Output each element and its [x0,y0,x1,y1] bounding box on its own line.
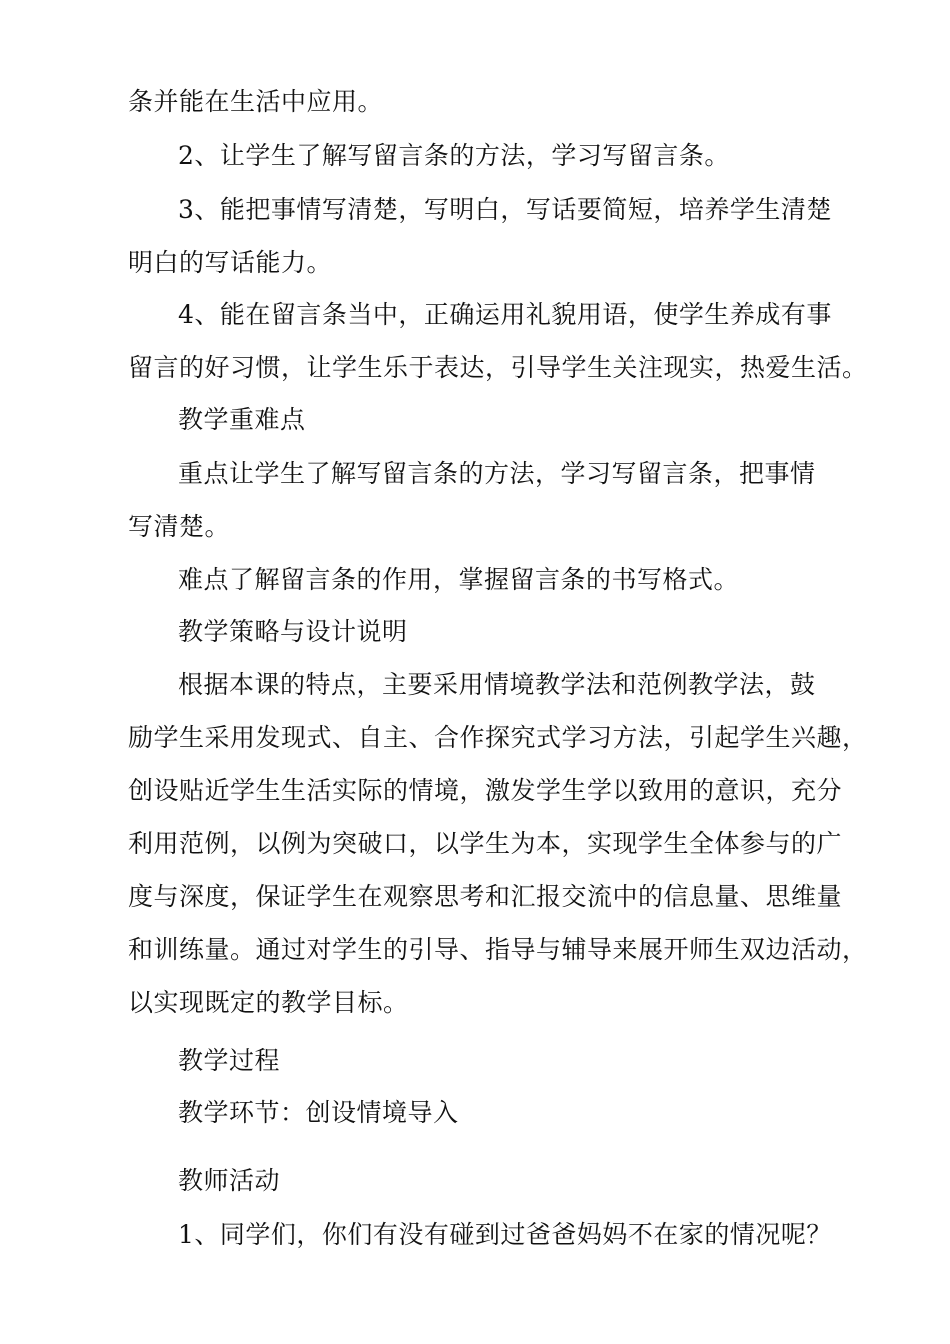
text-line: 写清楚。 [128,512,231,541]
text-line: 条并能在生活中应用。 [128,87,384,116]
text-line: 留言的好习惯，让学生乐于表达，引导学生关注现实，热爱生活。 [128,353,868,382]
text-line: 以实现既定的教学目标。 [128,988,409,1017]
text-line: 明白的写话能力。 [128,248,333,277]
text-line: 3、能把事情写清楚，写明白，写话要简短，培养学生清楚 [178,195,832,224]
text-line: 度与深度，保证学生在观察思考和汇报交流中的信息量、思维量 [128,882,843,911]
text-line: 难点了解留言条的作用，掌握留言条的书写格式。 [178,565,740,594]
section-heading: 教学策略与设计说明 [178,617,408,646]
text-line: 根据本课的特点，主要采用情境教学法和范例教学法，鼓 [178,670,816,699]
section-heading: 教师活动 [178,1166,281,1195]
text-line: 2、让学生了解写留言条的方法，学习写留言条。 [178,141,730,170]
section-heading: 教学过程 [178,1046,281,1075]
text-line: 1、同学们，你们有没有碰到过爸爸妈妈不在家的情况呢？ [178,1220,832,1249]
text-line: 4、能在留言条当中，正确运用礼貌用语，使学生养成有事 [178,300,832,329]
section-heading: 教学环节：创设情境导入 [178,1098,459,1127]
text-line: 励学生采用发现式、自主、合作探究式学习方法，引起学生兴趣， [128,723,868,752]
text-line: 和训练量。通过对学生的引导、指导与辅导来展开师生双边活动， [128,935,868,964]
text-line: 创设贴近学生生活实际的情境，激发学生学以致用的意识，充分 [128,776,843,805]
section-heading: 教学重难点 [178,405,306,434]
text-line: 重点让学生了解写留言条的方法，学习写留言条，把事情 [178,459,816,488]
text-line: 利用范例，以例为突破口，以学生为本，实现学生全体参与的广 [128,829,843,858]
